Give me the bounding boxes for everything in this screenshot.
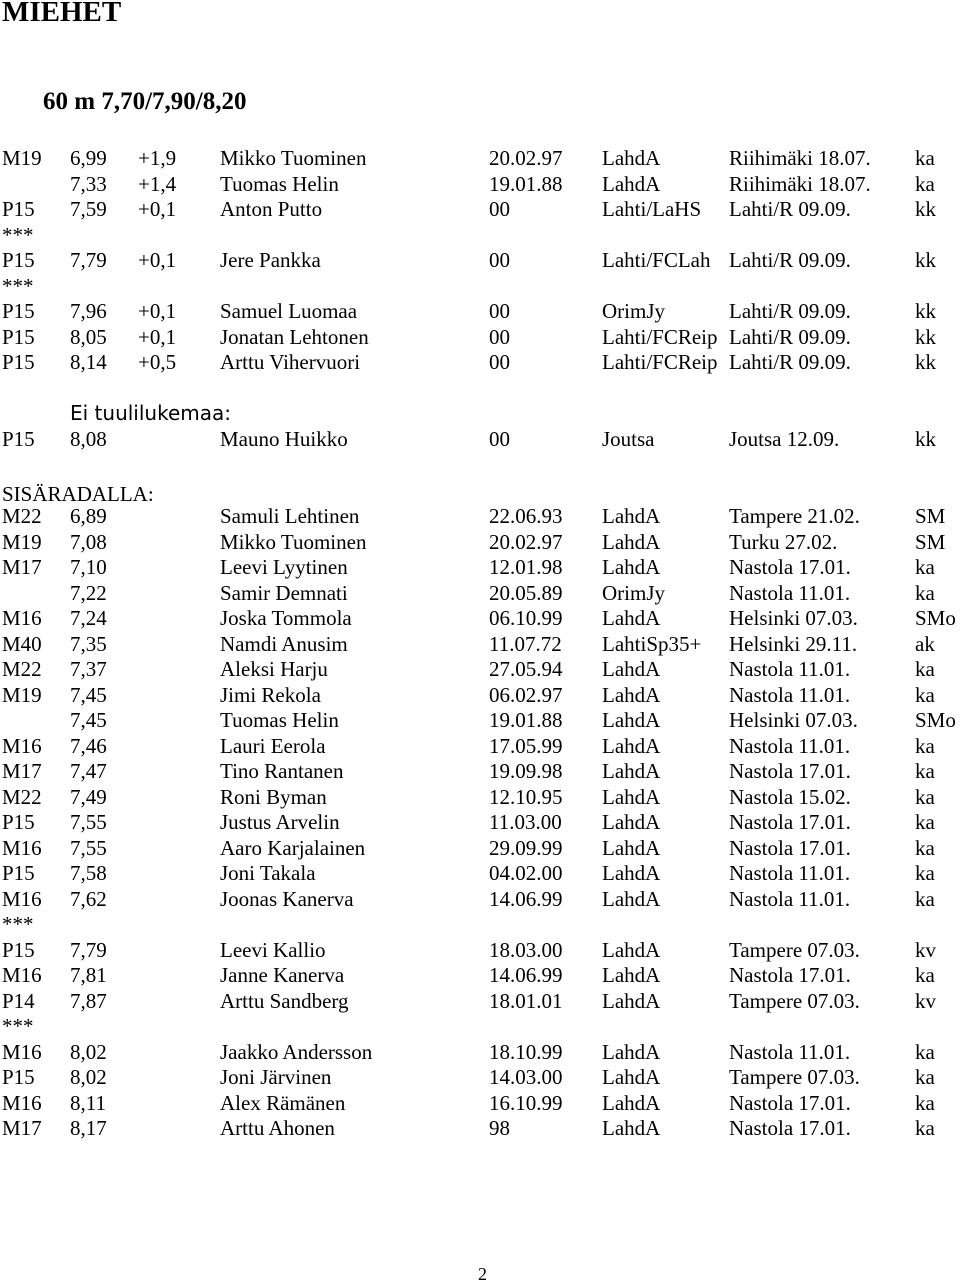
venue-date-cell: Helsinki 29.11. bbox=[729, 631, 858, 656]
club-cell: LahdA bbox=[602, 1065, 661, 1089]
class-cell: M22 bbox=[2, 657, 42, 681]
club-cell: LahdA bbox=[602, 810, 661, 834]
birthdate-cell: 00 bbox=[489, 350, 510, 374]
athlete-cell: Joonas Kanerva bbox=[220, 886, 354, 911]
class-cell: P15 bbox=[2, 248, 35, 272]
class-cell: P15 bbox=[2, 427, 35, 451]
table-row bbox=[0, 835, 960, 861]
table-row bbox=[0, 733, 960, 759]
class-cell: M16 bbox=[2, 963, 42, 987]
competition-cell: kk bbox=[915, 427, 936, 451]
athlete-cell: Samir Demnati bbox=[220, 580, 348, 605]
athlete-cell: Leevi Kallio bbox=[220, 937, 326, 962]
athlete-cell: Jaakko Andersson bbox=[220, 1039, 373, 1064]
birthdate-cell: 06.10.99 bbox=[489, 606, 563, 630]
birthdate-cell: 00 bbox=[489, 427, 510, 451]
table-row bbox=[0, 1013, 960, 1039]
athlete-cell: Tuomas Helin bbox=[220, 171, 339, 196]
competition-cell: kk bbox=[915, 248, 936, 272]
venue-date-cell: Nastola 11.01. bbox=[729, 580, 851, 605]
club-cell: LahdA bbox=[602, 1039, 661, 1064]
venue-date-cell: Lahti/R 09.09. bbox=[729, 197, 851, 221]
class-cell: M19 bbox=[2, 146, 42, 170]
table-row bbox=[0, 196, 960, 222]
class-cell: M19 bbox=[2, 529, 42, 554]
competition-cell: ka bbox=[915, 1090, 935, 1115]
result-cell: 7,55 bbox=[70, 810, 107, 834]
result-cell: 6,99 bbox=[70, 146, 107, 170]
birthdate-cell: 14.03.00 bbox=[489, 1065, 563, 1089]
athlete-cell: Namdi Anusim bbox=[220, 631, 348, 656]
table-row bbox=[0, 605, 960, 631]
club-cell: LahdA bbox=[602, 861, 661, 885]
table-row bbox=[0, 247, 960, 273]
birthdate-cell: 00 bbox=[489, 248, 510, 272]
result-cell: 8,17 bbox=[70, 1116, 107, 1140]
athlete-cell: Mauno Huikko bbox=[220, 427, 348, 451]
competition-cell: ka bbox=[915, 861, 935, 885]
venue-date-cell: Turku 27.02. bbox=[729, 529, 838, 554]
birthdate-cell: 00 bbox=[489, 299, 510, 323]
athlete-cell: Samuli Lehtinen bbox=[220, 504, 360, 528]
athlete-cell: Anton Putto bbox=[220, 197, 323, 221]
result-cell: 7,79 bbox=[70, 248, 107, 272]
club-cell: LahdA bbox=[602, 963, 661, 987]
birthdate-cell: 00 bbox=[489, 197, 510, 221]
birthdate-cell: 19.09.98 bbox=[489, 759, 563, 783]
class-cell: *** bbox=[2, 222, 34, 247]
venue-date-cell: Riihimäki 18.07. bbox=[729, 171, 871, 196]
table-row bbox=[0, 860, 960, 886]
birthdate-cell: 29.09.99 bbox=[489, 835, 563, 860]
athlete-cell: Janne Kanerva bbox=[220, 963, 345, 987]
result-cell: 7,87 bbox=[70, 988, 107, 1013]
class-cell: M16 bbox=[2, 1090, 42, 1115]
result-cell: 8,11 bbox=[70, 1090, 106, 1115]
competition-cell: ka bbox=[915, 963, 935, 987]
competition-cell: SM bbox=[915, 529, 946, 554]
result-cell: 7,96 bbox=[70, 299, 107, 323]
competition-cell: ka bbox=[915, 171, 935, 196]
competition-cell: ka bbox=[915, 810, 935, 834]
club-cell: LahdA bbox=[602, 988, 661, 1013]
club-cell: LahtiSp35+ bbox=[602, 631, 702, 656]
club-cell: LahdA bbox=[602, 835, 661, 860]
competition-cell: SM bbox=[915, 504, 946, 528]
club-cell: LahdA bbox=[602, 555, 661, 579]
table-row bbox=[0, 962, 960, 988]
birthdate-cell: 20.05.89 bbox=[489, 580, 563, 605]
club-cell: Lahti/FCLah bbox=[602, 248, 711, 272]
club-cell: LahdA bbox=[602, 146, 661, 170]
venue-date-cell: Nastola 11.01. bbox=[729, 733, 851, 758]
table-row bbox=[0, 503, 960, 529]
athlete-cell: Aaro Karjalainen bbox=[220, 835, 366, 860]
competition-cell: SMo bbox=[915, 606, 956, 630]
wind-cell: +0,1 bbox=[138, 197, 177, 221]
result-cell: 7,10 bbox=[70, 555, 107, 579]
birthdate-cell: 19.01.88 bbox=[489, 708, 563, 732]
venue-date-cell: Nastola 17.01. bbox=[729, 1116, 851, 1140]
table-row bbox=[0, 554, 960, 580]
venue-date-cell: Nastola 17.01. bbox=[729, 963, 851, 987]
result-cell: 7,35 bbox=[70, 631, 107, 656]
club-cell: LahdA bbox=[602, 529, 661, 554]
athlete-cell: Jere Pankka bbox=[220, 248, 321, 272]
club-cell: LahdA bbox=[602, 171, 661, 196]
indoor-section-label: SISÄRADALLA: bbox=[2, 482, 154, 506]
birthdate-cell: 18.03.00 bbox=[489, 937, 563, 962]
table-row bbox=[0, 349, 960, 375]
table-row bbox=[0, 273, 960, 299]
class-cell: M16 bbox=[2, 733, 42, 758]
class-cell: P15 bbox=[2, 1065, 35, 1089]
page-title: MIEHET bbox=[2, 0, 122, 28]
result-cell: 7,81 bbox=[70, 963, 107, 987]
birthdate-cell: 12.01.98 bbox=[489, 555, 563, 579]
club-cell: OrimJy bbox=[602, 299, 665, 323]
wind-cell: +0,1 bbox=[138, 248, 177, 272]
result-cell: 7,33 bbox=[70, 171, 107, 196]
club-cell: LahdA bbox=[602, 759, 661, 783]
result-cell: 7,59 bbox=[70, 197, 107, 221]
athlete-cell: Arttu Vihervuori bbox=[220, 350, 361, 374]
birthdate-cell: 22.06.93 bbox=[489, 504, 563, 528]
table-row bbox=[0, 580, 960, 606]
class-cell: *** bbox=[2, 273, 34, 298]
result-cell: 7,47 bbox=[70, 759, 107, 783]
birthdate-cell: 04.02.00 bbox=[489, 861, 563, 885]
athlete-cell: Jonatan Lehtonen bbox=[220, 324, 369, 349]
birthdate-cell: 98 bbox=[489, 1116, 510, 1140]
venue-date-cell: Nastola 11.01. bbox=[729, 861, 851, 885]
venue-date-cell: Riihimäki 18.07. bbox=[729, 146, 871, 170]
club-cell: LahdA bbox=[602, 504, 661, 528]
table-row bbox=[0, 656, 960, 682]
result-cell: 6,89 bbox=[70, 504, 107, 528]
venue-date-cell: Joutsa 12.09. bbox=[729, 427, 840, 451]
competition-cell: ka bbox=[915, 1065, 935, 1089]
venue-date-cell: Nastola 11.01. bbox=[729, 682, 851, 707]
table-row bbox=[0, 988, 960, 1014]
table-row bbox=[0, 145, 960, 171]
table-row bbox=[0, 171, 960, 197]
club-cell: LahdA bbox=[602, 1090, 661, 1115]
club-cell: LahdA bbox=[602, 886, 661, 911]
result-cell: 8,05 bbox=[70, 324, 107, 349]
class-cell: M16 bbox=[2, 835, 42, 860]
club-cell: LahdA bbox=[602, 682, 661, 707]
venue-date-cell: Nastola 17.01. bbox=[729, 810, 851, 834]
competition-cell: ka bbox=[915, 1116, 935, 1140]
athlete-cell: Joska Tommola bbox=[220, 606, 352, 630]
competition-cell: kk bbox=[915, 197, 936, 221]
birthdate-cell: 17.05.99 bbox=[489, 733, 563, 758]
wind-cell: +1,4 bbox=[138, 171, 177, 196]
club-cell: Joutsa bbox=[602, 427, 655, 451]
club-cell: LahdA bbox=[602, 708, 661, 732]
birthdate-cell: 18.01.01 bbox=[489, 988, 563, 1013]
result-cell: 7,49 bbox=[70, 784, 107, 809]
page-number: 2 bbox=[478, 1264, 487, 1284]
club-cell: LahdA bbox=[602, 1116, 661, 1140]
table-row bbox=[0, 682, 960, 708]
class-cell: M16 bbox=[2, 886, 42, 911]
competition-cell: kk bbox=[915, 299, 936, 323]
competition-cell: ka bbox=[915, 759, 935, 783]
club-cell: LahdA bbox=[602, 606, 661, 630]
athlete-cell: Arttu Sandberg bbox=[220, 988, 349, 1013]
table-row bbox=[0, 1115, 960, 1141]
club-cell: LahdA bbox=[602, 937, 661, 962]
venue-date-cell: Nastola 15.02. bbox=[729, 784, 851, 809]
birthdate-cell: 20.02.97 bbox=[489, 146, 563, 170]
athlete-cell: Justus Arvelin bbox=[220, 810, 340, 834]
class-cell: M17 bbox=[2, 759, 42, 783]
class-cell: P15 bbox=[2, 299, 35, 323]
athlete-cell: Mikko Tuominen bbox=[220, 529, 367, 554]
result-cell: 8,02 bbox=[70, 1039, 107, 1064]
competition-cell: ka bbox=[915, 784, 935, 809]
competition-cell: ka bbox=[915, 580, 935, 605]
athlete-cell: Alex Rämänen bbox=[220, 1090, 346, 1115]
class-cell: P15 bbox=[2, 937, 35, 962]
no-wind-label: Ei tuulilukemaa: bbox=[70, 401, 231, 425]
result-cell: 7,79 bbox=[70, 937, 107, 962]
table-row bbox=[0, 426, 960, 452]
table-row bbox=[0, 911, 960, 937]
competition-cell: SMo bbox=[915, 708, 956, 732]
table-row bbox=[0, 937, 960, 963]
competition-cell: ka bbox=[915, 682, 935, 707]
birthdate-cell: 14.06.99 bbox=[489, 886, 563, 911]
result-cell: 7,46 bbox=[70, 733, 107, 758]
table-row bbox=[0, 784, 960, 810]
club-cell: LahdA bbox=[602, 733, 661, 758]
table-row bbox=[0, 529, 960, 555]
athlete-cell: Tino Rantanen bbox=[220, 759, 344, 783]
class-cell: M16 bbox=[2, 1039, 42, 1064]
result-cell: 7,08 bbox=[70, 529, 107, 554]
result-cell: 7,22 bbox=[70, 580, 107, 605]
birthdate-cell: 20.02.97 bbox=[489, 529, 563, 554]
athlete-cell: Joni Järvinen bbox=[220, 1065, 332, 1089]
result-cell: 7,55 bbox=[70, 835, 107, 860]
venue-date-cell: Lahti/R 09.09. bbox=[729, 350, 851, 374]
table-row bbox=[0, 1064, 960, 1090]
table-row bbox=[0, 1090, 960, 1116]
table-row bbox=[0, 298, 960, 324]
venue-date-cell: Tampere 07.03. bbox=[729, 1065, 860, 1089]
result-cell: 7,58 bbox=[70, 861, 107, 885]
class-cell: M16 bbox=[2, 606, 42, 630]
result-cell: 7,62 bbox=[70, 886, 107, 911]
competition-cell: ka bbox=[915, 733, 935, 758]
venue-date-cell: Lahti/R 09.09. bbox=[729, 299, 851, 323]
wind-cell: +1,9 bbox=[138, 146, 177, 170]
competition-cell: ka bbox=[915, 886, 935, 911]
competition-cell: kk bbox=[915, 350, 936, 374]
club-cell: OrimJy bbox=[602, 580, 665, 605]
competition-cell: kv bbox=[915, 937, 936, 962]
venue-date-cell: Helsinki 07.03. bbox=[729, 606, 858, 630]
birthdate-cell: 12.10.95 bbox=[489, 784, 563, 809]
birthdate-cell: 14.06.99 bbox=[489, 963, 563, 987]
competition-cell: ka bbox=[915, 146, 935, 170]
table-row bbox=[0, 222, 960, 248]
birthdate-cell: 27.05.94 bbox=[489, 657, 563, 681]
athlete-cell: Lauri Eerola bbox=[220, 733, 326, 758]
table-row bbox=[0, 1039, 960, 1065]
birthdate-cell: 06.02.97 bbox=[489, 682, 563, 707]
venue-date-cell: Nastola 17.01. bbox=[729, 759, 851, 783]
venue-date-cell: Helsinki 07.03. bbox=[729, 708, 858, 732]
venue-date-cell: Lahti/R 09.09. bbox=[729, 324, 851, 349]
result-cell: 7,37 bbox=[70, 657, 107, 681]
venue-date-cell: Tampere 21.02. bbox=[729, 504, 860, 528]
result-cell: 8,08 bbox=[70, 427, 107, 451]
result-cell: 7,24 bbox=[70, 606, 107, 630]
athlete-cell: Joni Takala bbox=[220, 861, 316, 885]
competition-cell: ka bbox=[915, 555, 935, 579]
table-row bbox=[0, 758, 960, 784]
table-row bbox=[0, 707, 960, 733]
athlete-cell: Samuel Luomaa bbox=[220, 299, 358, 323]
birthdate-cell: 11.03.00 bbox=[489, 810, 562, 834]
competition-cell: ka bbox=[915, 657, 935, 681]
birthdate-cell: 18.10.99 bbox=[489, 1039, 563, 1064]
athlete-cell: Jimi Rekola bbox=[220, 682, 321, 707]
birthdate-cell: 19.01.88 bbox=[489, 171, 563, 196]
venue-date-cell: Tampere 07.03. bbox=[729, 988, 860, 1013]
club-cell: Lahti/FCReip bbox=[602, 324, 718, 349]
birthdate-cell: 16.10.99 bbox=[489, 1090, 563, 1115]
athlete-cell: Aleksi Harju bbox=[220, 657, 328, 681]
class-cell: M40 bbox=[2, 631, 42, 656]
event-title: 60 m 7,70/7,90/8,20 bbox=[43, 88, 247, 115]
club-cell: LahdA bbox=[602, 784, 661, 809]
class-cell: P15 bbox=[2, 197, 35, 221]
competition-cell: kv bbox=[915, 988, 936, 1013]
result-cell: 7,45 bbox=[70, 682, 107, 707]
table-row bbox=[0, 886, 960, 912]
competition-cell: ka bbox=[915, 1039, 935, 1064]
class-cell: P14 bbox=[2, 988, 35, 1013]
venue-date-cell: Tampere 07.03. bbox=[729, 937, 860, 962]
class-cell: M22 bbox=[2, 784, 42, 809]
venue-date-cell: Nastola 11.01. bbox=[729, 886, 851, 911]
club-cell: Lahti/FCReip bbox=[602, 350, 718, 374]
class-cell: P15 bbox=[2, 810, 35, 834]
class-cell: *** bbox=[2, 1014, 34, 1038]
table-row bbox=[0, 631, 960, 657]
competition-cell: ka bbox=[915, 835, 935, 860]
class-cell: M19 bbox=[2, 682, 42, 707]
venue-date-cell: Nastola 17.01. bbox=[729, 835, 851, 860]
athlete-cell: Leevi Lyytinen bbox=[220, 555, 348, 579]
venue-date-cell: Nastola 17.01. bbox=[729, 1090, 851, 1115]
wind-cell: +0,5 bbox=[138, 350, 177, 374]
birthdate-cell: 11.07.72 bbox=[489, 631, 562, 656]
athlete-cell: Roni Byman bbox=[220, 784, 327, 809]
venue-date-cell: Nastola 17.01. bbox=[729, 555, 851, 579]
class-cell: P15 bbox=[2, 861, 35, 885]
birthdate-cell: 00 bbox=[489, 324, 510, 349]
class-cell: M17 bbox=[2, 555, 42, 579]
venue-date-cell: Nastola 11.01. bbox=[729, 657, 851, 681]
club-cell: LahdA bbox=[602, 657, 661, 681]
class-cell: M22 bbox=[2, 504, 42, 528]
table-row bbox=[0, 324, 960, 350]
athlete-cell: Mikko Tuominen bbox=[220, 146, 367, 170]
club-cell: Lahti/LaHS bbox=[602, 197, 702, 221]
class-cell: M17 bbox=[2, 1116, 42, 1140]
table-row bbox=[0, 809, 960, 835]
class-cell: P15 bbox=[2, 350, 35, 374]
class-cell: *** bbox=[2, 912, 34, 936]
athlete-cell: Tuomas Helin bbox=[220, 708, 339, 732]
competition-cell: ak bbox=[915, 631, 935, 656]
venue-date-cell: Lahti/R 09.09. bbox=[729, 248, 851, 272]
class-cell: P15 bbox=[2, 324, 35, 349]
result-cell: 8,14 bbox=[70, 350, 107, 374]
result-cell: 8,02 bbox=[70, 1065, 107, 1089]
athlete-cell: Arttu Ahonen bbox=[220, 1116, 335, 1140]
wind-cell: +0,1 bbox=[138, 299, 177, 323]
competition-cell: kk bbox=[915, 324, 936, 349]
wind-cell: +0,1 bbox=[138, 324, 177, 349]
venue-date-cell: Nastola 11.01. bbox=[729, 1039, 851, 1064]
result-cell: 7,45 bbox=[70, 708, 107, 732]
